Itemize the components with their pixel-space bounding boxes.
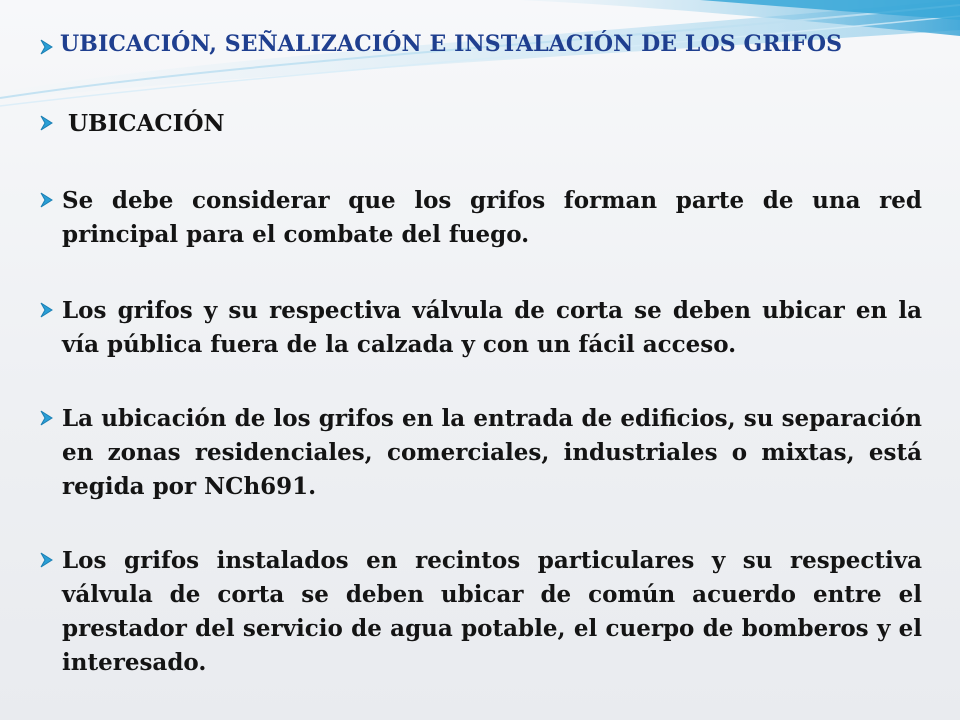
- bullet-item: [38, 544, 924, 680]
- slide-title: UBICACIÓN, SEÑALIZACIÓN E INSTALACIÓN DE LOS GRIFOS: [60, 31, 843, 57]
- bullet-text: Se debe considerar que los grifos forman parte de una red principal para el combate del fuego.: [62, 187, 922, 248]
- title-row: [38, 31, 924, 57]
- arrowhead-bullet-icon: [38, 408, 60, 428]
- bullet-item: [38, 294, 924, 362]
- arrowhead-bullet-icon: [38, 37, 60, 57]
- heading-row: [38, 107, 924, 141]
- bullet-text: Los grifos instalados en recintos particulares y su respectiva válvula de corta se deben ubicar de común acuerdo entre el prestador del servicio de agua potable, el cuerpo de bomberos y el interesado.: [62, 547, 922, 676]
- bullet-text: La ubicación de los grifos en la entrada de edificios, su separación en zonas residenciales, comerciales, industriales o mixtas, está regida por NCh691.: [62, 405, 922, 500]
- section-heading: UBICACIÓN: [68, 110, 225, 137]
- arrowhead-bullet-icon: [38, 550, 60, 570]
- bullet-text: Los grifos y su respectiva válvula de corta se deben ubicar en la vía pública fuera de la calzada y con un fácil acceso.: [62, 297, 922, 358]
- arrowhead-bullet-icon: [38, 190, 60, 210]
- arrowhead-bullet-icon: [38, 113, 60, 133]
- arrowhead-bullet-icon: [38, 300, 60, 320]
- bullet-item: [38, 402, 924, 504]
- bullet-item: [38, 184, 924, 252]
